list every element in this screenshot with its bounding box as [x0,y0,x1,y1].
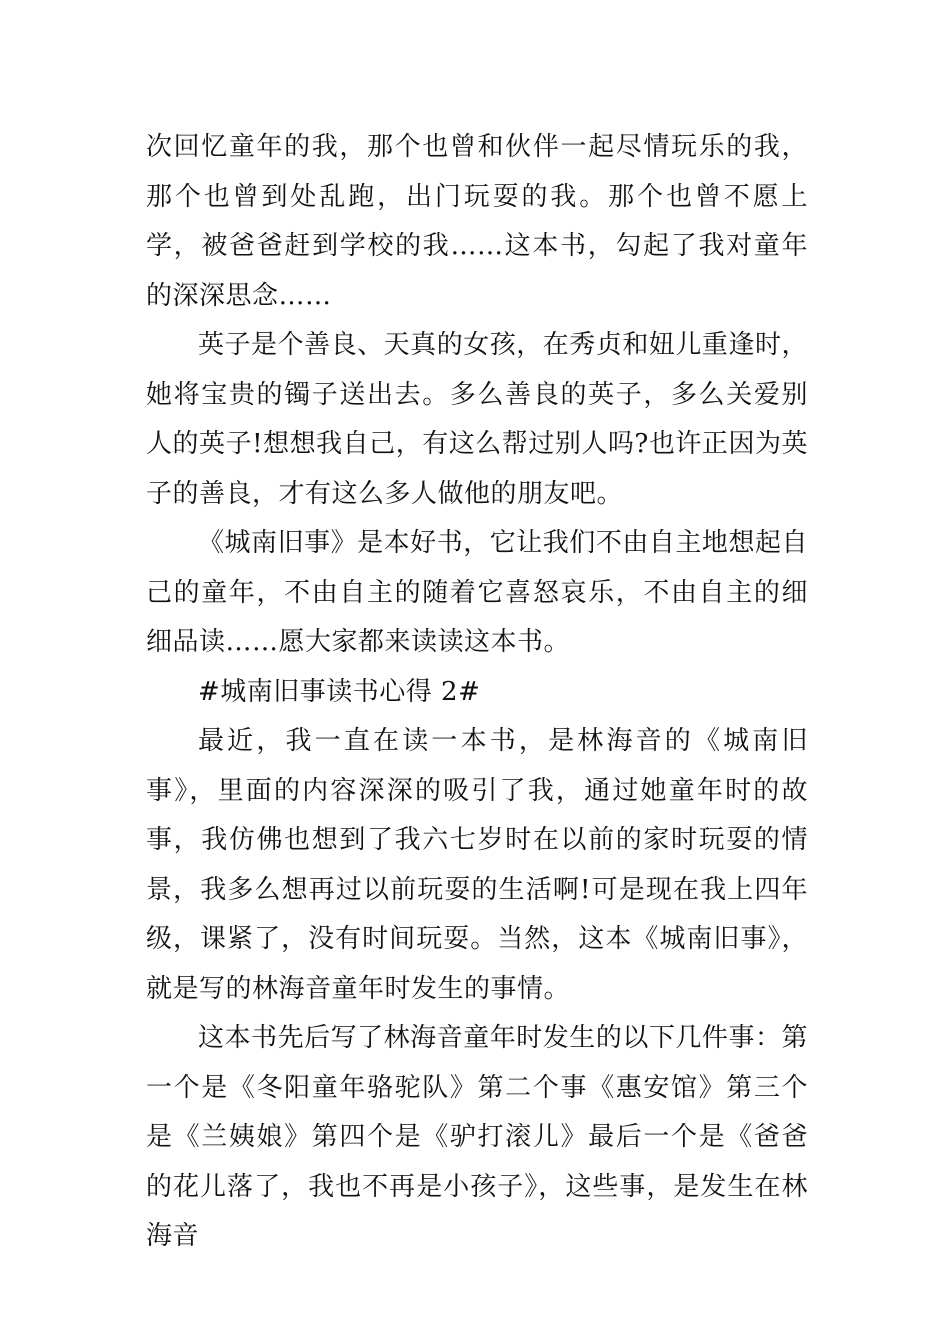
paragraph-2: 英子是个善良、天真的女孩，在秀贞和妞儿重逢时，她将宝贵的镯子送出去。多么善良的英子，多么关爱别人的英子!想想我自己，有这么帮过别人吗?也许正因为英子的善良，才有这么多人做他的朋友吧。 [146,330,808,509]
paragraph-3: 《城南旧事》是本好书，它让我们不由自主地想起自己的童年，不由自主的随着它喜怒哀乐，不由自主的细细品读……愿大家都来读读这本书。 [146,528,808,657]
paragraph-1: 次回忆童年的我，那个也曾和伙伴一起尽情玩乐的我，那个也曾到处乱跑，出门玩耍的我。那个也曾不愿上学，被爸爸赶到学校的我……这本书，勾起了我对童年的深深思念…… [146,132,808,311]
document-body [146,123,808,1262]
paragraph-4: 最近，我一直在读一本书，是林海音的《城南旧事》，里面的内容深深的吸引了我，通过她童年时的故事，我仿佛也想到了我六七岁时在以前的家时玩耍的情景，我多么想再过以前玩耍的生活啊!可是现在我上四年级，课紧了，没有时间玩耍。当然，这本《城南旧事》，就是写的林海音童年时发生的事情。 [146,726,808,1004]
paragraph-5: 这本书先后写了林海音童年时发生的以下几件事：第一个是《冬阳童年骆驼队》第二个事《惠安馆》第三个是《兰姨娘》第四个是《驴打滚儿》最后一个是《爸爸的花儿落了，我也不再是小孩子》，这些事，是发生在林海音 [146,1023,808,1251]
section-heading: #城南旧事读书心得 2# [198,676,481,707]
